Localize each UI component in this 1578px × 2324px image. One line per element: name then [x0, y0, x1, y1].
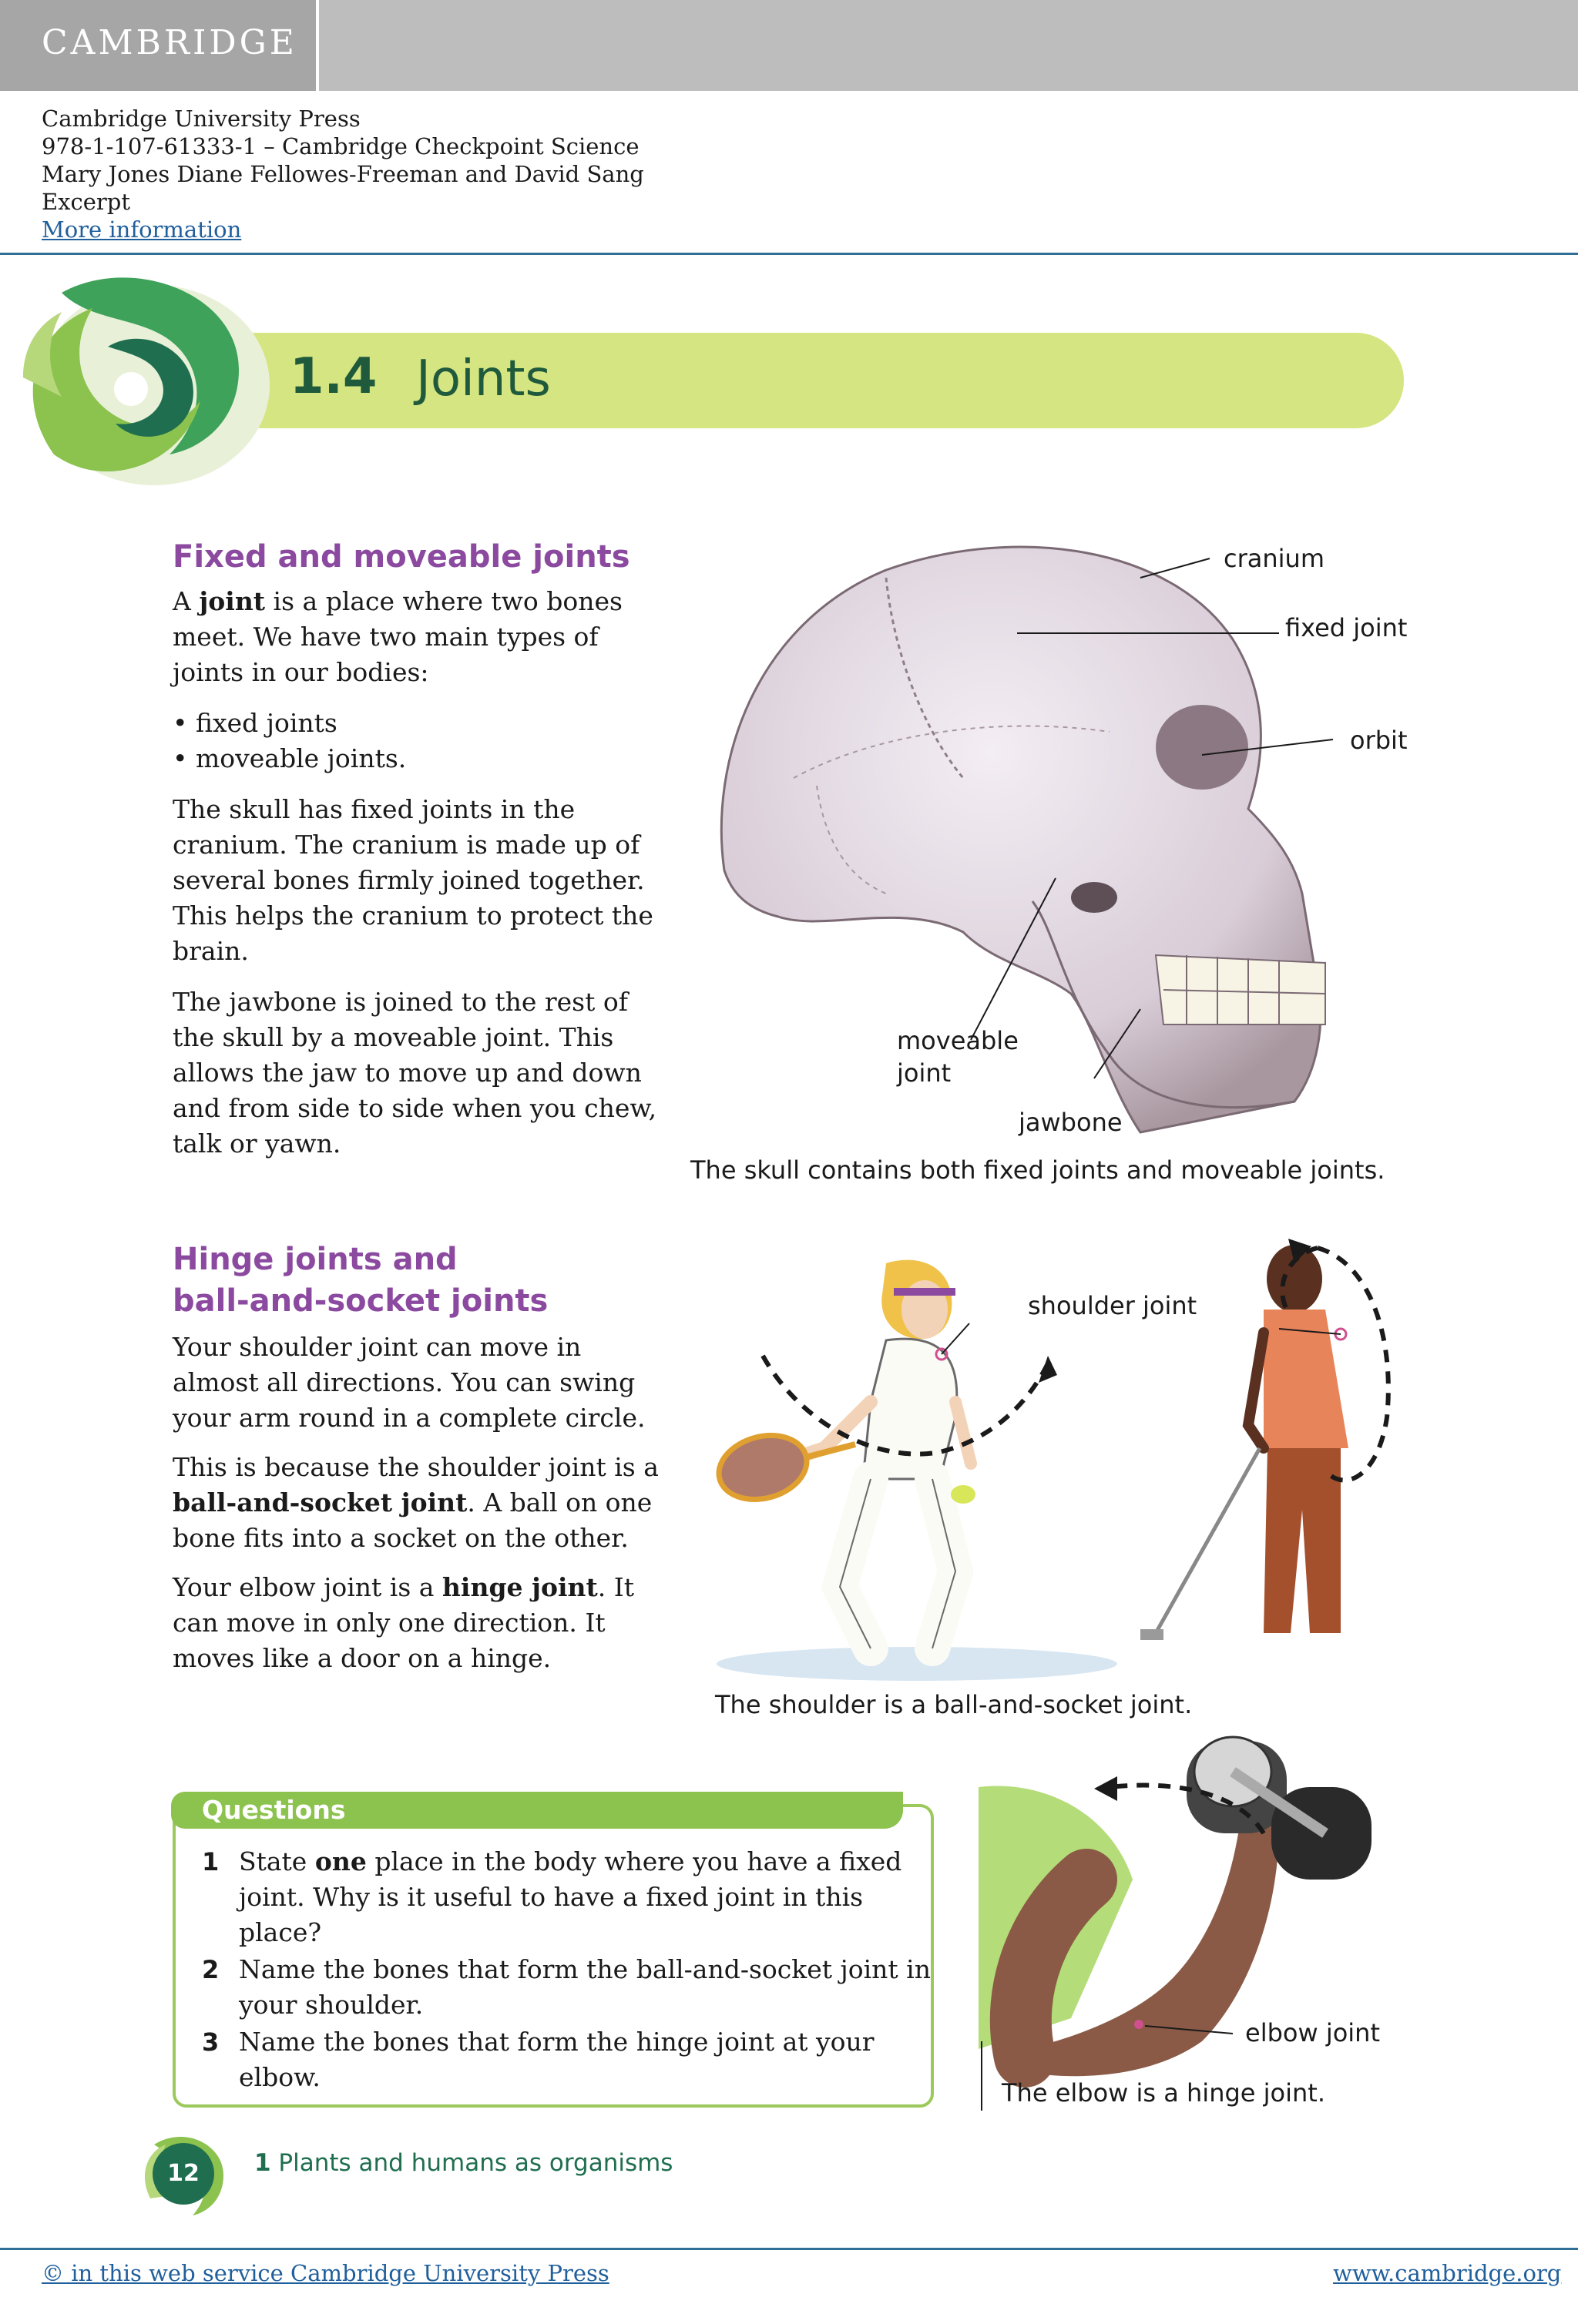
- skull-caption: The skull contains both fixed joints and moveable joints.: [690, 1155, 1385, 1185]
- joint-definition: A joint is a place where two bones meet. We have two main types of joints in our bodies:: [173, 586, 623, 687]
- hinge-heading-line1: Hinge joints and: [173, 1242, 458, 1277]
- ball-socket-paragraph: This is because the shoulder joint is a ball-and-socket joint. A ball on one bone fits into a socket on the other.: [173, 1452, 659, 1553]
- label-moveable: moveable: [897, 1026, 1019, 1055]
- chapter-title: 1 Plants and humans as organisms: [254, 2149, 673, 2177]
- question-1: State one place in the body where you have a fixed joint. Why is it useful to have a fixed joint in this place?: [239, 1846, 902, 1947]
- section-title-bar: [223, 333, 1404, 428]
- logo-text: CAMBRIDGE: [42, 23, 297, 62]
- hinge-heading-line2: ball-and-socket joints: [173, 1283, 549, 1319]
- header-rule: [0, 253, 1578, 255]
- isbn-title: 978-1-107-61333-1 – Cambridge Checkpoint Science: [42, 133, 640, 159]
- cambridge-website-link[interactable]: www.cambridge.org: [1333, 2260, 1562, 2286]
- authors: Mary Jones Diane Fellowes-Freeman and David Sang: [42, 161, 644, 187]
- label-shoulder-joint: shoulder joint: [1028, 1291, 1197, 1320]
- label-fixed-joint: fixed joint: [1285, 613, 1408, 642]
- question-3: Name the bones that form the hinge joint at your elbow.: [239, 2027, 875, 2092]
- golfer-illustration: [1110, 1217, 1433, 1664]
- bullet-moveable-joints: • moveable joints.: [173, 743, 407, 773]
- label-cranium: cranium: [1224, 544, 1325, 573]
- jawbone-paragraph: The jawbone is joined to the rest of the skull by a moveable joint. This allows the jaw to move up and down and from side to side when you chew, talk or yawn.: [173, 987, 657, 1159]
- question-3-number: 3: [202, 2027, 220, 2057]
- label-elbow-joint: elbow joint: [1245, 2018, 1380, 2047]
- label-jawbone: jawbone: [1019, 1108, 1123, 1137]
- footer-rule: [0, 2248, 1578, 2250]
- questions-header: [171, 1792, 903, 1829]
- question-2: Name the bones that form the ball-and-socket joint in your shoulder.: [239, 1954, 931, 2020]
- fixed-joints-heading: Fixed and moveable joints: [173, 539, 630, 575]
- section-title: Joints: [416, 350, 551, 407]
- label-moveable-joint: joint: [897, 1058, 952, 1088]
- page-number: 12: [153, 2143, 214, 2205]
- questions-heading: Questions: [202, 1795, 346, 1825]
- excerpt-label: Excerpt: [42, 189, 131, 215]
- shoulder-caption: The shoulder is a ball-and-socket joint.: [715, 1690, 1193, 1719]
- shoulder-paragraph: Your shoulder joint can move in almost all directions. You can swing your arm round in a complete circle.: [173, 1332, 646, 1433]
- section-number: 1.4: [290, 348, 378, 405]
- question-1-number: 1: [202, 1847, 220, 1876]
- bullet-fixed-joints: • fixed joints: [173, 708, 337, 738]
- swirl-logo-icon: [8, 262, 293, 493]
- skull-paragraph: The skull has fixed joints in the cranium. The cranium is made up of several bones firmly joined together. This helps the cranium to protect the brain.: [173, 794, 653, 966]
- publisher: Cambridge University Press: [42, 106, 361, 132]
- copyright-link[interactable]: © in this web service Cambridge University Press: [42, 2260, 609, 2286]
- elbow-paragraph: Your elbow joint is a hinge joint. It can move in only one direction. It moves like a door on a hinge.: [173, 1572, 635, 1673]
- label-orbit: orbit: [1350, 726, 1408, 755]
- cambridge-logo[interactable]: [0, 0, 319, 91]
- question-2-number: 2: [202, 1955, 220, 1984]
- elbow-caption: The elbow is a hinge joint.: [1002, 2078, 1325, 2108]
- more-information-link[interactable]: More information: [42, 216, 242, 243]
- elbow-dumbbell-illustration: [979, 1725, 1410, 2111]
